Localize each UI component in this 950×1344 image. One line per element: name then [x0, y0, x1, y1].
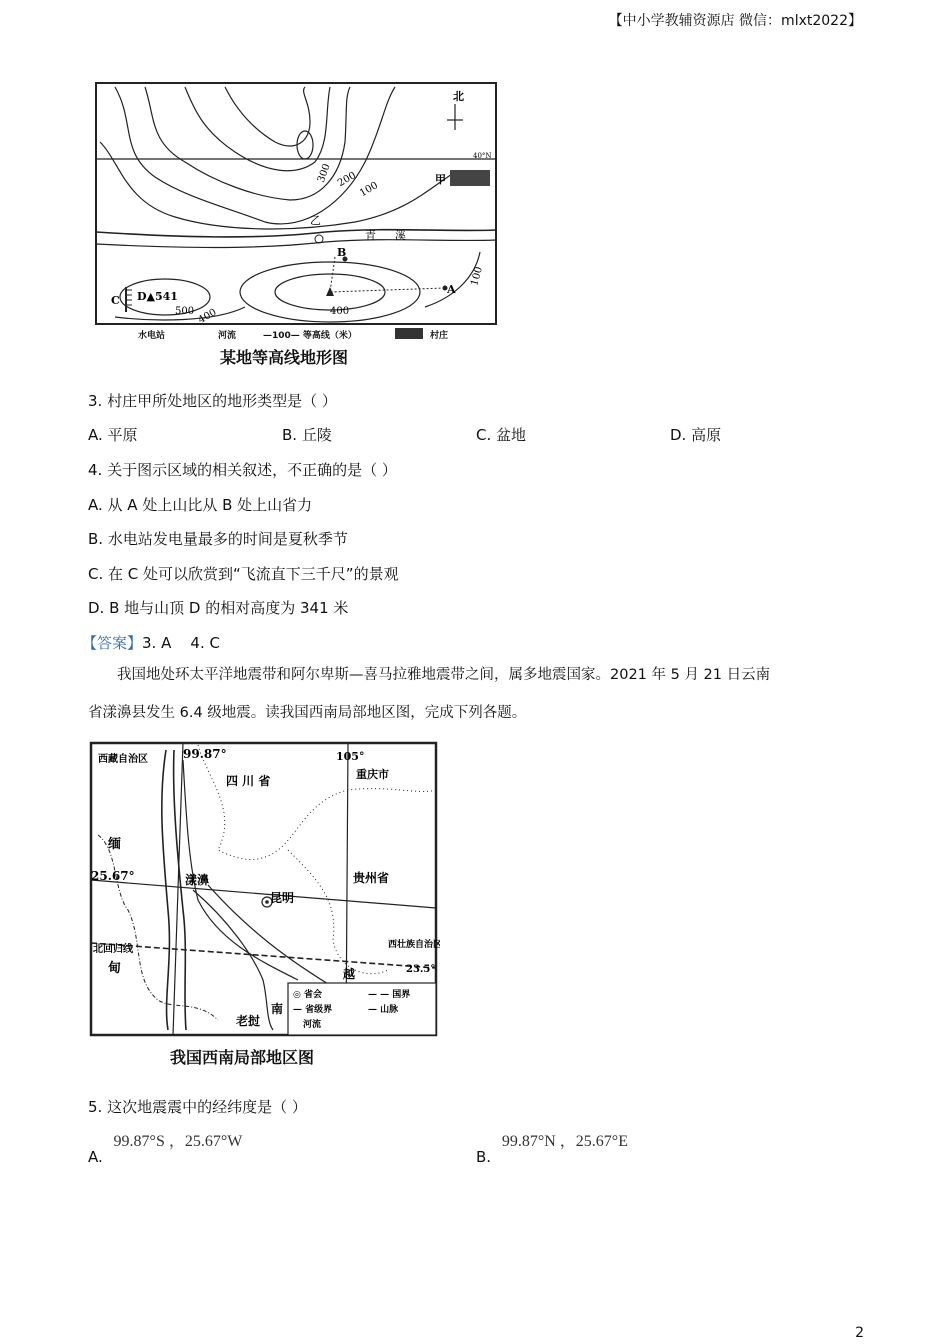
yi-label: 乙	[310, 214, 321, 227]
q4-option-a[interactable]: A. 从 A 处上山比从 B 处上山省力	[88, 496, 313, 514]
point-a-label: A	[447, 283, 456, 296]
tropic-label: 北回归线	[93, 944, 133, 955]
myanmar-label-2: 甸	[108, 961, 122, 976]
lat-label: 40°N	[473, 152, 492, 160]
legend-contour: —100— 等高线（米）	[263, 331, 357, 341]
guizhou-label: 贵州省	[353, 871, 390, 885]
legend-river: 河流	[218, 331, 237, 341]
contour-map-svg	[95, 82, 497, 325]
intro-line-1: 我国地处环太平洋地震带和阿尔卑斯—喜马拉雅地震带之间，属多地震国家。2021 年 5 月 21 日云南	[117, 667, 771, 683]
map2-caption: 我国西南局部地区图	[170, 1048, 315, 1067]
yangbi-label: 漾濞	[185, 873, 210, 887]
q4-option-d[interactable]: D. B 地与山顶 D 的相对高度为 341 米	[88, 599, 349, 617]
q3-stem: 3. 村庄甲所处地区的地形类型是（ ）	[88, 392, 337, 410]
q4-option-c[interactable]: C. 在 C 处可以欣赏到“飞流直下三千尺”的景观	[88, 565, 399, 583]
legend-province: — 省级界	[293, 1005, 333, 1015]
intro-paragraph	[88, 656, 858, 732]
north-label: 北	[453, 90, 464, 103]
contour-400-label-a: 400	[196, 306, 219, 325]
guangxi-label: 西壮族自治区	[388, 940, 440, 950]
header-watermark: 【中小学教辅资源店 微信：mlxt2022】	[608, 13, 862, 29]
tibet-label: 西藏自治区	[98, 754, 148, 765]
point-c-label: C	[111, 294, 120, 307]
answer-tag: 【答案】	[82, 634, 143, 652]
contour-200-label: 200	[336, 170, 359, 190]
creek-label-b: 溪	[395, 229, 406, 242]
village-jia-label: 甲	[435, 173, 446, 186]
legend-village-swatch	[395, 328, 423, 339]
creek-label-a: 青	[365, 229, 376, 242]
q5-option-b-label: B.	[476, 1148, 492, 1166]
q3-option-a[interactable]: A. 平原	[88, 426, 138, 444]
q3-option-b[interactable]: B. 丘陵	[282, 426, 332, 444]
page-number: 2	[855, 1325, 864, 1341]
peak-d-label: D▲541	[137, 290, 178, 303]
q5-option-a-label: A.	[88, 1148, 103, 1166]
q5-option-a[interactable]	[88, 1128, 243, 1166]
southwest-map-svg	[88, 740, 440, 1038]
laos-label: 老挝	[236, 1014, 261, 1028]
map1-caption: 某地等高线地形图	[220, 348, 349, 367]
vietnam-label-1: 越	[343, 967, 356, 981]
q4-stem: 4. 关于图示区域的相关叙述，不正确的是（ ）	[88, 461, 397, 479]
legend-river: 河流	[303, 1020, 322, 1030]
lat2-label: 23.5°	[406, 964, 436, 975]
contour-map	[95, 82, 497, 325]
q5-option-b[interactable]	[476, 1128, 628, 1166]
intro-line-2: 省漾濞县发生 6.4 级地震。读我国西南局部地区图，完成下列各题。	[88, 705, 527, 721]
q5-option-a-value: 99.87°S ，25.67°W	[113, 1133, 243, 1150]
map1-legend	[138, 328, 498, 342]
lon1-label: 99.87°	[183, 747, 227, 761]
answer-text: 3. A 4. C	[142, 634, 220, 652]
q3-option-d[interactable]: D. 高原	[670, 426, 722, 444]
kunming-label: 昆明	[270, 891, 295, 905]
contour-100-label-b: 100	[469, 265, 485, 287]
myanmar-label-1: 缅	[108, 837, 122, 852]
southwest-map	[88, 740, 440, 1038]
q5-option-b-value: 99.87°N ，25.67°E	[501, 1133, 628, 1150]
legend-border: — — 国界	[368, 990, 411, 1000]
vietnam-label-2: 南	[271, 1002, 284, 1016]
legend-mountain: — 山脉	[368, 1005, 399, 1015]
q4-option-b[interactable]: B. 水电站发电量最多的时间是夏秋季节	[88, 530, 348, 548]
contour-300-label: 300	[315, 162, 333, 185]
lat1-label: 25.67°	[91, 869, 135, 883]
legend-village: 村庄	[430, 331, 449, 341]
lon2-label: 105°	[336, 750, 365, 763]
q5-stem: 5. 这次地震震中的经纬度是（ ）	[88, 1098, 307, 1116]
answer-line	[82, 632, 220, 653]
sichuan-label: 四 川 省	[226, 774, 271, 788]
contour-500-label: 500	[175, 306, 195, 317]
contour-100-label-a: 100	[358, 180, 381, 200]
q3-option-c[interactable]: C. 盆地	[476, 426, 527, 444]
chongqing-label: 重庆市	[356, 768, 389, 781]
legend-hydro: 水电站	[138, 331, 166, 341]
legend-capital: ◎ 省会	[293, 990, 322, 1000]
contour-400-label-b: 400	[330, 306, 350, 317]
point-b-label: B	[337, 246, 347, 259]
